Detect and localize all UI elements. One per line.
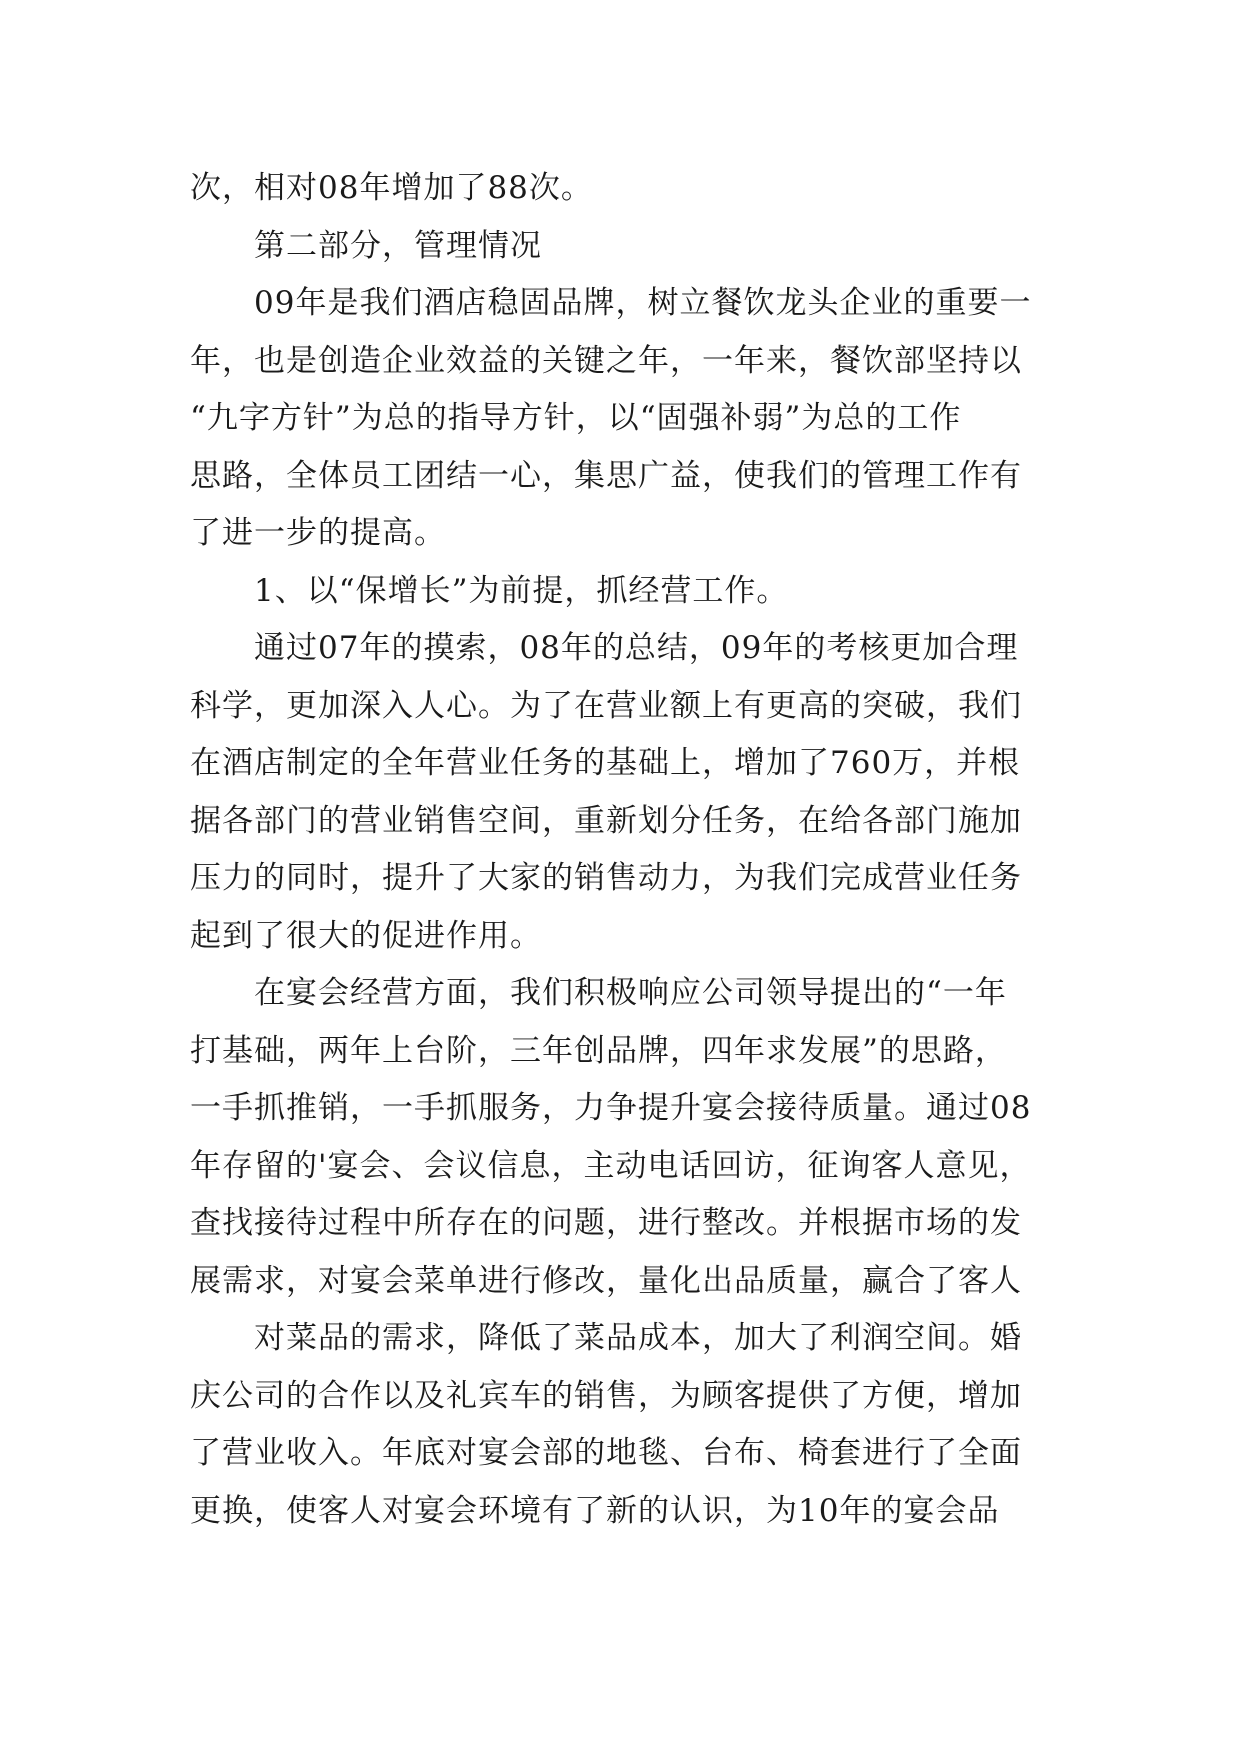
- text-line: 一手抓推销，一手抓服务，力争提升宴会接待质量。通过08: [190, 1090, 1032, 1126]
- text-line: 对菜品的需求，降低了菜品成本，加大了利润空间。婚: [254, 1320, 1022, 1356]
- text-line: 压力的同时，提升了大家的销售动力，为我们完成营业任务: [190, 860, 1022, 896]
- text-line: 查找接待过程中所存在的问题，进行整改。并根据市场的发: [190, 1205, 1022, 1241]
- text-line: 次，相对08年增加了88次。: [190, 170, 593, 206]
- text-line: 据各部门的营业销售空间，重新划分任务，在给各部门施加: [190, 802, 1022, 839]
- section-heading: 第二部分，管理情况: [254, 227, 542, 264]
- text-line: 在酒店制定的全年营业任务的基础上，增加了760万，并根: [190, 745, 1021, 781]
- text-line: 打基础，两年上台阶，三年创品牌，四年求发展”的思路，: [190, 1032, 1007, 1069]
- text-line: 年，也是创造企业效益的关键之年，一年来，餐饮部坚持以: [190, 342, 1022, 379]
- text-line: 年存留的'宴会、会议信息，主动电话回访，征询客人意见，: [190, 1147, 1032, 1184]
- text-line: 科学，更加深入人心。为了在营业额上有更高的突破，我们: [190, 687, 1022, 724]
- text-line: “九字方针”为总的指导方针，以“固强补弱”为总的工作: [190, 400, 962, 436]
- text-line: 了进一步的提高。: [190, 515, 446, 551]
- text-line: 在宴会经营方面，我们积极响应公司领导提出的“一年: [254, 975, 1007, 1011]
- text-line: 展需求，对宴会菜单进行修改，量化出品质量，赢合了客人: [190, 1262, 1022, 1299]
- document-body: [190, 160, 1060, 1540]
- text-line: 庆公司的合作以及礼宾车的销售，为顾客提供了方便，增加: [190, 1377, 1022, 1414]
- text-line: 思路，全体员工团结一心，集思广益，使我们的管理工作有: [190, 457, 1022, 494]
- text-line: 起到了很大的促进作用。: [190, 917, 542, 954]
- text-line: 通过07年的摸索，08年的总结，09年的考核更加合理: [254, 630, 1019, 666]
- text-line: 更换，使客人对宴会环境有了新的认识，为10年的宴会品: [190, 1492, 1000, 1529]
- text-line: 09年是我们酒店稳固品牌，树立餐饮龙头企业的重要一: [254, 285, 1032, 321]
- subsection-heading: 1、以“保增长”为前提，抓经营工作。: [254, 572, 789, 609]
- text-line: 了营业收入。年底对宴会部的地毯、台布、椅套进行了全面: [190, 1435, 1022, 1471]
